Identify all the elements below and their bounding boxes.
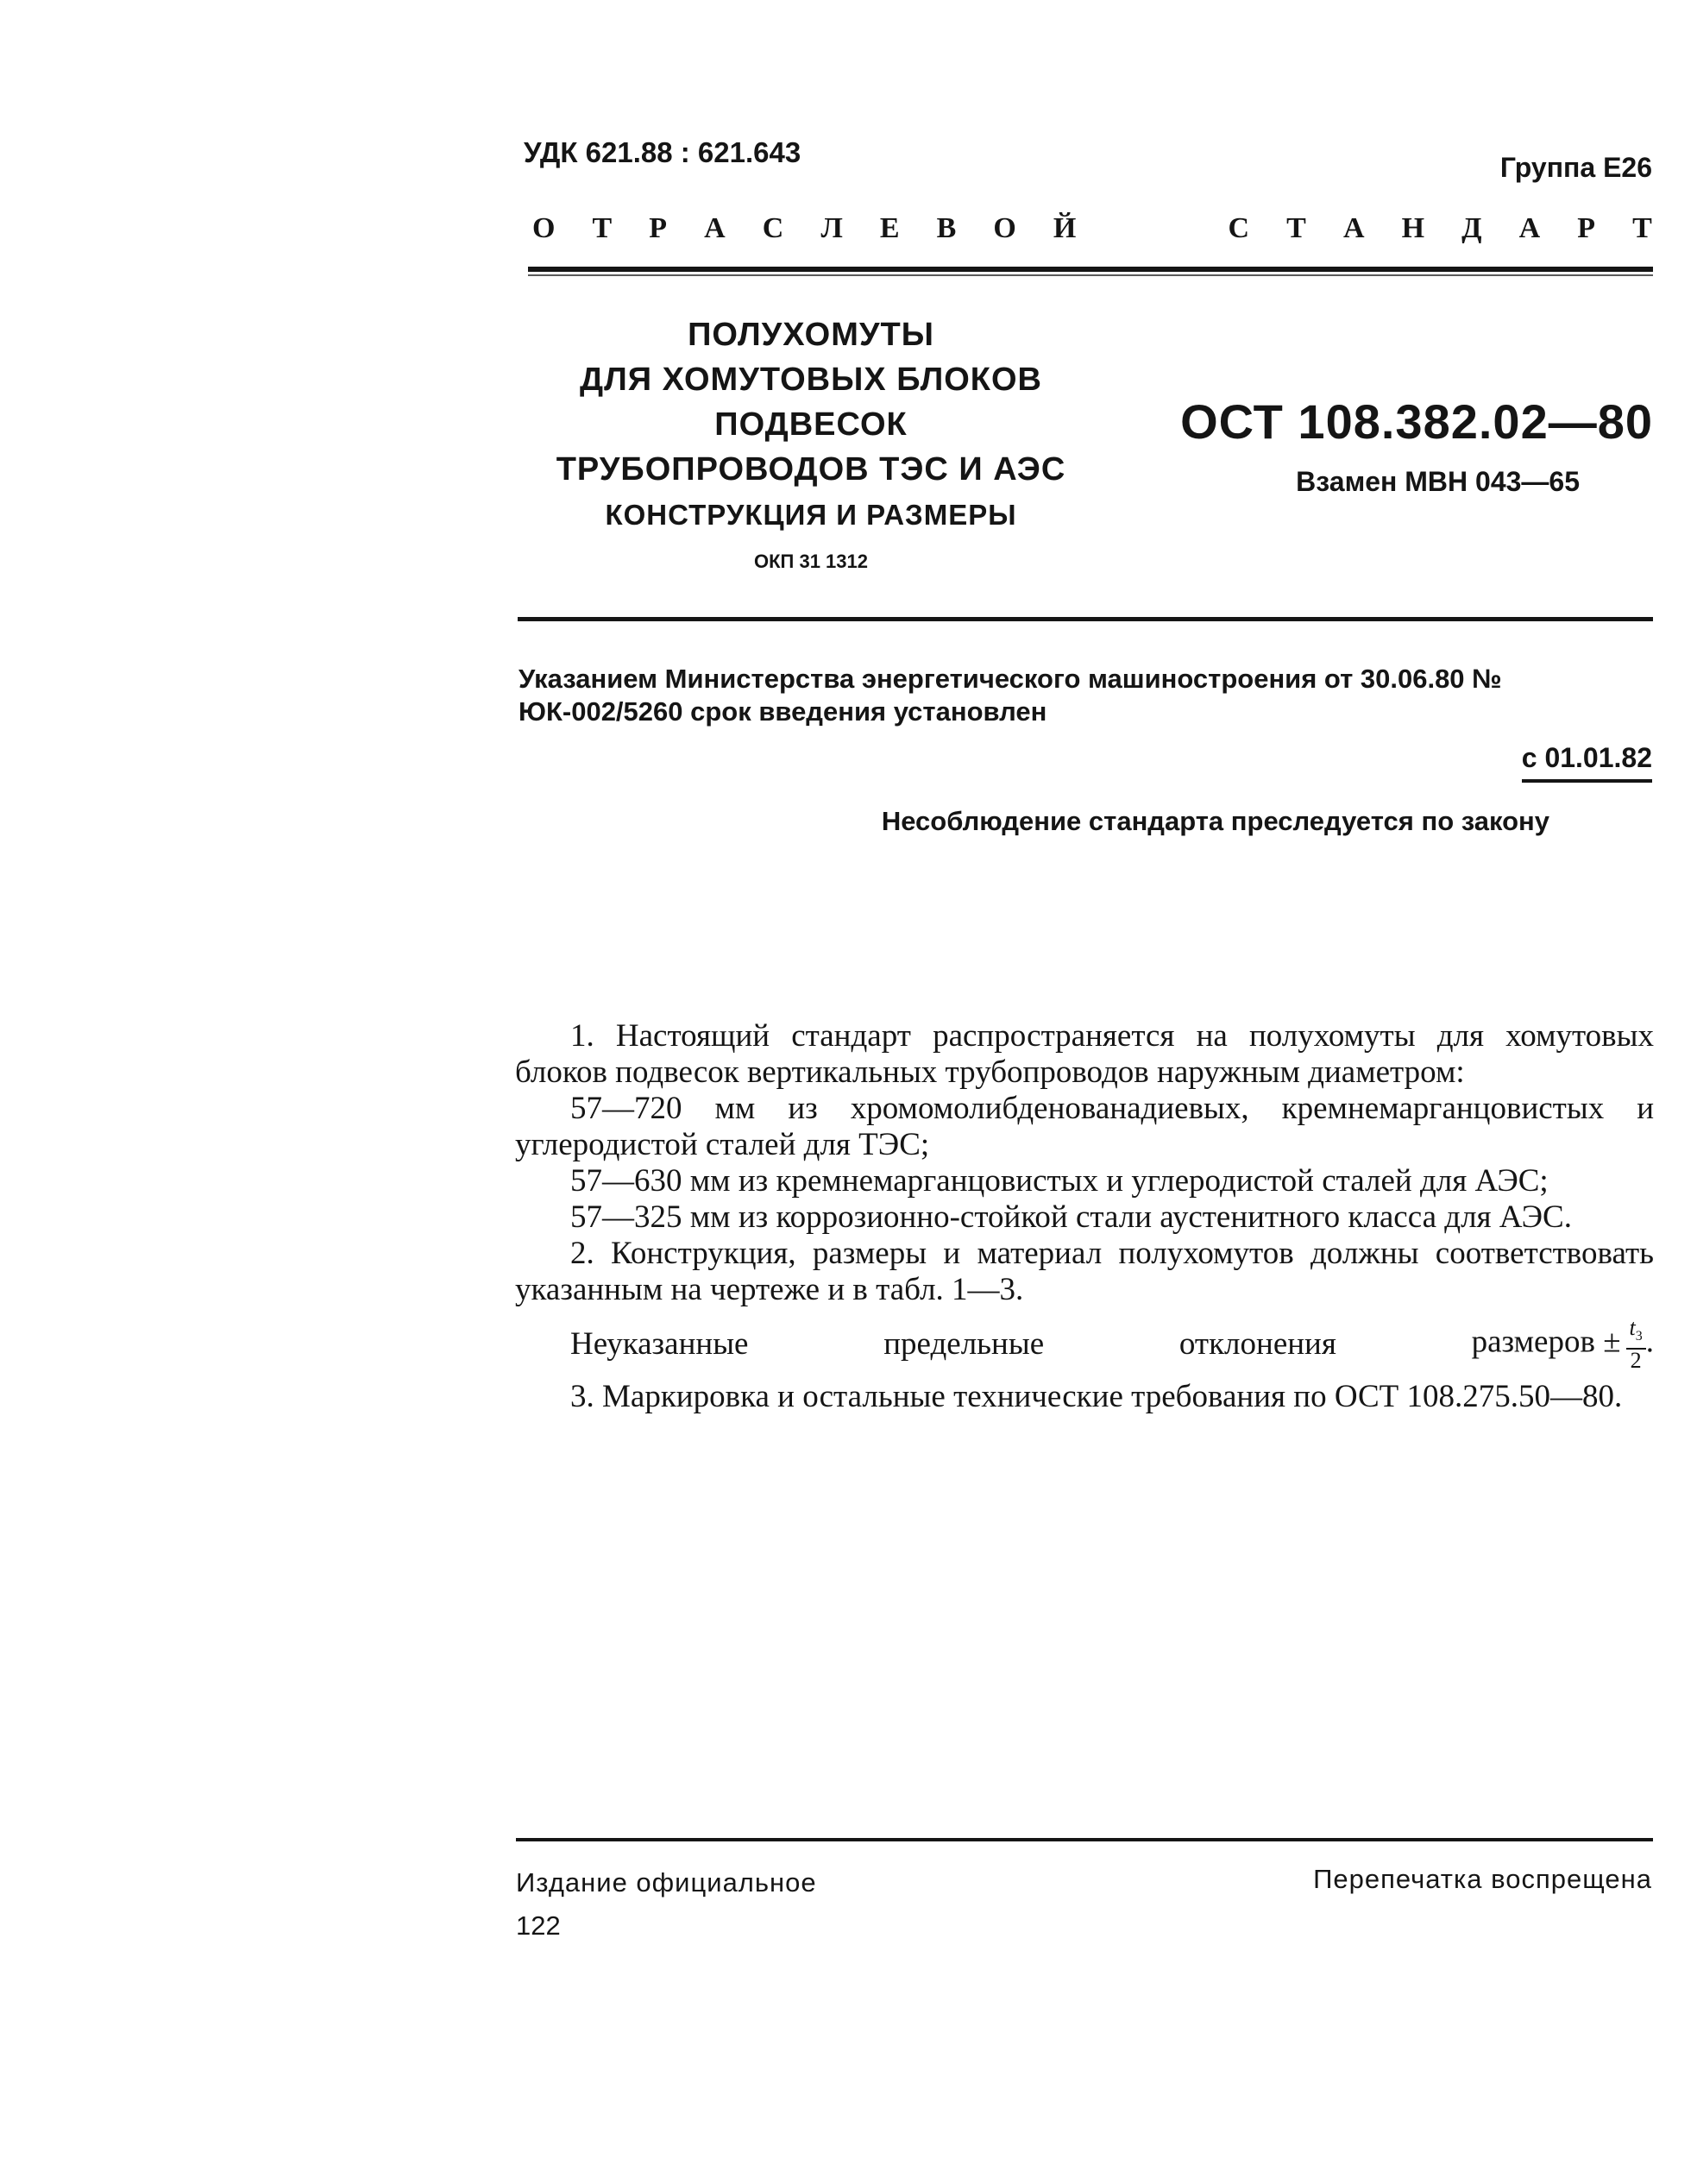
tolerance-word: предельные — [883, 1326, 1045, 1363]
tolerance-expression — [1472, 1317, 1654, 1372]
banner-letter: А — [1518, 212, 1541, 244]
reprint-note: Перепечатка воспрещена — [1313, 1864, 1652, 1894]
header-divider-thin — [528, 274, 1653, 276]
group-code: Группа Е26 — [1499, 152, 1652, 183]
paragraph-scope-austenitic: 57—325 мм из коррозионно-стойкой стали аустенитного класса для АЭС. — [570, 1199, 1572, 1235]
tolerance-sign: ± — [1603, 1324, 1621, 1360]
paragraph-scope-tes: 57—720 мм из хромомолибденованадиевых, кремнемарганцовистых и углеродистой сталей для ТЭС; — [515, 1091, 1654, 1162]
paragraph-scope: 1. Настоящий стандарт распространяется на полухомуты для хомутовых блоков подвесок вертикальных трубопроводов наружным диаметром: — [515, 1018, 1654, 1090]
title-line: ДЛЯ ХОМУТОВЫХ БЛОКОВ — [580, 362, 1042, 398]
banner-letter: О — [993, 212, 1016, 244]
paragraph-design: 2. Конструкция, размеры и материал полухомутов должны соответствовать указанным на чертеже и в табл. 1—3. — [515, 1236, 1654, 1307]
edition-note: Издание официальное — [516, 1867, 817, 1898]
footer-divider — [516, 1838, 1653, 1841]
standard-designation: ОСТ 108.382.02—80 — [1180, 394, 1653, 449]
banner-letter: Й — [1053, 212, 1077, 244]
banner-letter: Е — [879, 212, 900, 244]
decree-text: Указанием Министерства энергетического машиностроения от 30.06.80 № ЮК-002/5260 срок введения установлен — [519, 664, 1502, 727]
tolerance-symbol: t — [1629, 1315, 1636, 1340]
okp-code: ОКП 31 1312 — [754, 551, 868, 572]
banner-letter: А — [704, 212, 726, 244]
tolerance-word: отклонения — [1178, 1326, 1336, 1363]
document-title — [518, 312, 1104, 492]
banner-letter: Т — [1286, 212, 1306, 244]
title-divider — [518, 617, 1653, 621]
page-number: 122 — [516, 1910, 561, 1941]
banner-letter: О — [532, 212, 556, 244]
tolerance-denominator: 2 — [1630, 1348, 1642, 1374]
banner-letter: Т — [592, 212, 613, 244]
title-line: ПОЛУХОМУТЫ — [688, 317, 934, 353]
tolerance-subscript: 3 — [1635, 1329, 1643, 1344]
tolerance-numerator — [1626, 1317, 1646, 1350]
title-line: ТРУБОПРОВОДОВ ТЭС И АЭС — [556, 451, 1066, 488]
document-subtitle: КОНСТРУКЦИЯ И РАЗМЕРЫ — [605, 499, 1017, 531]
banner-letter: Д — [1461, 212, 1482, 244]
effective-date: с 01.01.82 — [1522, 742, 1652, 783]
paragraph-scope-aes: 57—630 мм из кремнемарганцовистых и углеродистой сталей для АЭС; — [570, 1163, 1549, 1199]
standard-type-banner — [532, 212, 1652, 255]
tolerance-fraction — [1626, 1317, 1646, 1372]
banner-letter: Р — [1577, 212, 1596, 244]
banner-letter: С — [762, 212, 784, 244]
banner-letter: Т — [1632, 212, 1652, 244]
tolerance-period: . — [1645, 1324, 1654, 1360]
body-text — [515, 1018, 1654, 1415]
banner-letter: С — [1228, 212, 1250, 244]
legal-warning: Несоблюдение стандарта преследуется по закону — [881, 806, 1549, 836]
tolerance-word: размеров — [1471, 1324, 1595, 1360]
udk-code: УДК 621.88 : 621.643 — [524, 136, 801, 168]
banner-letter: А — [1342, 212, 1365, 244]
tolerance-word: Неуказанные — [570, 1326, 749, 1363]
replaces-note: Взамен МВН 043—65 — [1296, 466, 1580, 497]
paragraph-tolerance — [515, 1317, 1654, 1372]
banner-letter: В — [936, 212, 957, 244]
banner-letter: Л — [820, 212, 843, 244]
banner-letter: Р — [649, 212, 668, 244]
banner-letter: Н — [1401, 212, 1425, 244]
paragraph-marking: 3. Маркировка и остальные технические требования по ОСТ 108.275.50—80. — [570, 1379, 1623, 1415]
title-line: ПОДВЕСОК — [714, 406, 908, 443]
header-divider — [528, 267, 1653, 272]
